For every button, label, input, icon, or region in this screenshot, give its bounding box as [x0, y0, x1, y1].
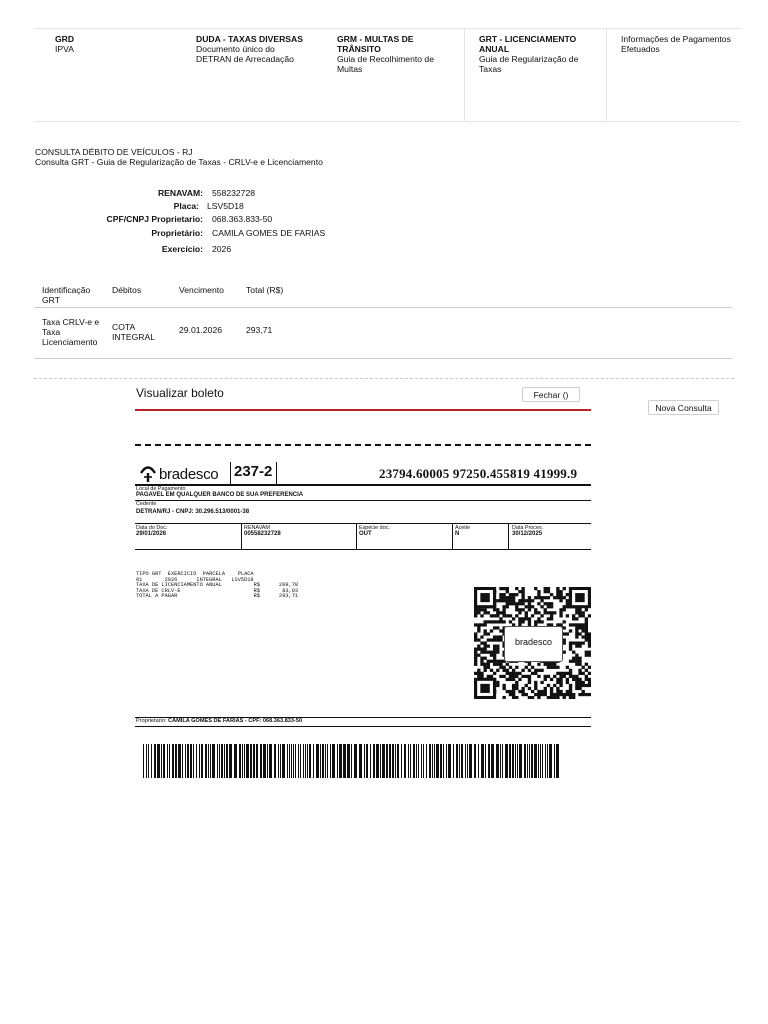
- table-cell: Taxa CRLV-e e Taxa Licenciamento: [42, 317, 100, 347]
- renavam-label: RENAVAM:: [157, 188, 203, 198]
- page-subtitle: Consulta GRT - Guia de Regularização de Taxas - CRLV-e e Licenciamento: [35, 157, 323, 167]
- boleto-field: [512, 525, 543, 538]
- viewer-title: Visualizar boleto: [136, 386, 224, 400]
- nav-item-grt[interactable]: [464, 29, 606, 121]
- field-value: OUT: [359, 531, 372, 537]
- nav-item-grd[interactable]: [34, 29, 175, 121]
- divider: [276, 462, 277, 486]
- field-label: Cedente: [136, 501, 157, 507]
- nav-item-subtitle: Guia de Recolhimento de Multas: [337, 54, 434, 74]
- owner-label: Proprietário:: [151, 228, 203, 238]
- vehicle-info-row: [60, 188, 360, 201]
- field-label: Espécie doc.: [359, 525, 390, 531]
- exercicio-value: 2026: [212, 244, 232, 254]
- table-row[interactable]: [34, 308, 732, 359]
- nav-item-payments-info[interactable]: [606, 29, 740, 121]
- bank-code: 237-2: [234, 463, 273, 480]
- divider: [452, 523, 453, 549]
- nav-item-subtitle: Documento único do DETRAN de Arrecadação: [196, 44, 294, 64]
- table-cell: 293,71: [246, 325, 273, 335]
- viewer-underline: [135, 409, 591, 411]
- placa-label: Placa:: [173, 201, 199, 211]
- grt-table: [34, 283, 732, 359]
- vehicle-info: [60, 188, 360, 258]
- nav-item-title: GRD: [55, 34, 75, 44]
- placa-value: LSV5D18: [207, 201, 244, 211]
- nav-item-title: GRM - MULTAS DE TRÂNSITO: [337, 34, 414, 54]
- payment-details: TIPO GRT EXERCICIO PARCELA PLACA 01 2026 INTEGRAL LSV5D18 TAXA DE LICENCIAMENTO ANUAL R$ 209,78 TAXA DE CRLV-E R$ 83,93 TOTAL A PAGAR R$ 293,71: [136, 571, 299, 599]
- qr-bank-logo: bradesco: [504, 626, 563, 662]
- table-cell: COTA INTEGRAL: [112, 322, 155, 342]
- field-label: Data do Doc.: [136, 525, 168, 531]
- owner-line-label: Proprietario:: [136, 718, 167, 724]
- rule: [135, 484, 591, 486]
- field-value: 29/01/2026: [136, 531, 167, 537]
- field-label: RENAVAM: [244, 525, 270, 531]
- field-value: N: [455, 531, 460, 537]
- boleto-document: [135, 444, 591, 794]
- page-heading: [35, 147, 323, 167]
- barcode: [143, 744, 561, 778]
- bradesco-tree-icon: [139, 464, 157, 484]
- column-header: Vencimento: [179, 285, 224, 295]
- page-title: CONSULTA DÉBITO DE VEÍCULOS - RJ: [35, 147, 193, 157]
- vehicle-info-row: [60, 244, 360, 258]
- rule: [135, 549, 591, 550]
- column-header: Débitos: [112, 285, 142, 295]
- vehicle-info-row: [60, 214, 360, 228]
- close-button[interactable]: Fechar (): [522, 387, 580, 402]
- boleto-field: [455, 525, 470, 538]
- qr-code: [474, 587, 591, 699]
- owner-line: [136, 718, 302, 724]
- divider: [230, 462, 231, 486]
- table-cell: 29.01.2026: [179, 325, 223, 335]
- renavam-value: 558232728: [212, 188, 256, 198]
- field-label: Data Proces.: [512, 525, 544, 531]
- boleto-field: [136, 525, 167, 538]
- nav-item-title: GRT - LICENCIAMENTO ANUAL: [479, 34, 577, 54]
- nav-item-duda[interactable]: [175, 29, 316, 121]
- cpf-value: 068.363.833-50: [212, 214, 273, 224]
- cpf-label: CPF/CNPJ Proprietario:: [106, 214, 203, 224]
- owner-value: CAMILA GOMES DE FARIAS: [212, 228, 326, 238]
- boleto-fields-row: [135, 523, 591, 549]
- field-label: Local de Pagamento: [136, 486, 186, 492]
- nav-item-subtitle: Informações de Pagamentos Efetuados: [621, 34, 731, 54]
- nav-item-title: DUDA - TAXAS DIVERSAS: [196, 34, 303, 44]
- boleto-field: [244, 525, 281, 538]
- field-value: 30/12/2025: [512, 531, 543, 537]
- exercicio-label: Exercício:: [161, 244, 203, 254]
- vehicle-info-row: [60, 228, 360, 244]
- nav-item-grm[interactable]: [316, 29, 464, 121]
- rule: [135, 726, 591, 727]
- field-value: 00558232728: [244, 531, 281, 537]
- rule: [135, 500, 591, 501]
- boleto-field: [359, 525, 390, 538]
- top-navigation: [34, 28, 740, 122]
- nav-item-subtitle: IPVA: [55, 44, 74, 54]
- divider: [241, 523, 242, 549]
- column-header: Identificação GRT: [42, 285, 91, 305]
- new-query-button[interactable]: Nova Consulta: [648, 400, 719, 415]
- payment-location: PAGAVEL EM QUALQUER BANCO DE SUA PREFERENCIA: [136, 492, 304, 498]
- divider: [508, 523, 509, 549]
- vehicle-info-row: [60, 201, 360, 214]
- cedente-value: DETRAN/RJ - CNPJ: 30.296.513/0001-38: [136, 509, 250, 515]
- bank-name: bradesco: [159, 466, 219, 483]
- divider: [356, 523, 357, 549]
- column-header: Total (R$): [246, 285, 284, 295]
- owner-line-value: CAMILA GOMES DE FARIAS - CPF: 068.363.833-50: [168, 718, 303, 724]
- table-header-row: [34, 283, 732, 308]
- divider: [34, 378, 734, 379]
- digitable-line: 23794.60005 97250.455819 41999.9: [379, 466, 578, 481]
- nav-item-subtitle: Guia de Regularização de Taxas: [479, 54, 579, 74]
- cut-line: [135, 444, 591, 446]
- field-label: Aceite: [455, 525, 470, 531]
